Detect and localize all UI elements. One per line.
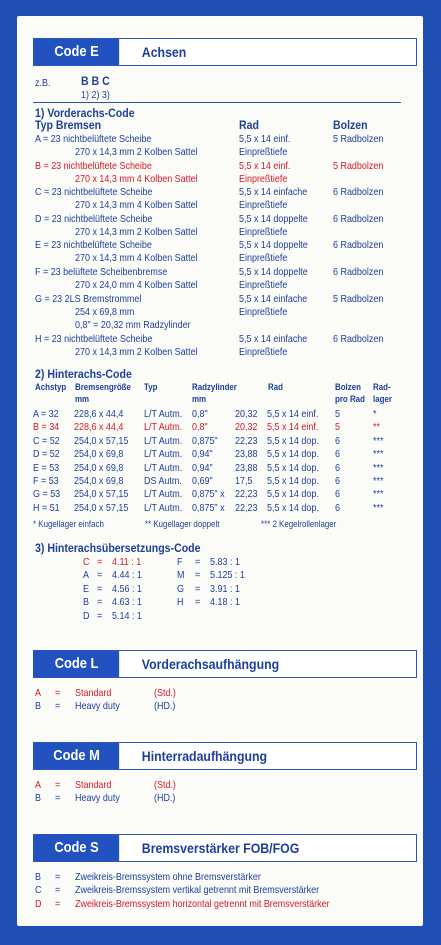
rear-axle-row-brake: 254,0 x 69,8 [74,462,124,474]
code-eq: = [55,688,61,699]
rear-axle-row-cyl: 0,875" x [192,502,225,514]
code-value: Zweikreis-Bremssystem vertikal getrennt mit Bremsverstärker [75,885,320,897]
ratio-value: 4.63 : 1 [112,597,142,609]
rear-axle-row-brake: 228,6 x 44,4 [74,422,124,434]
code-value: Heavy duty [75,701,120,713]
code-s-title: Bremsverstärker FOB/FOG [141,840,300,856]
front-axle-row-type: G = 23 2LS Bremstrommel [35,293,142,305]
code-key: B [35,793,41,805]
s2-header-bolzen: Bolzen [335,382,361,392]
code-m-header [33,742,417,770]
code-value: Standard [75,688,112,699]
rear-axle-row-bolzen: 6 [335,435,340,447]
rear-axle-row-brake: 254,0 x 69,8 [74,476,124,487]
rear-axle-row-brake: 228,6 x 44,4 [74,409,124,420]
front-axle-row-rad: 5,5 x 14 einfache [239,333,308,345]
s2-header-radzyl-unit: mm [192,394,207,404]
code-s-header [33,834,417,862]
rear-axle-row-brake: 254,0 x 57,15 [74,489,129,501]
s2-header-rad: Rad [268,382,283,392]
front-axle-row-bolzen: 5 Radbolzen [333,160,384,172]
ratio-eq: = [97,610,103,622]
rear-axle-row-cyl: 0,8" [192,409,208,420]
front-axle-row-rad-note: Einpreßtiefe [239,200,288,212]
ratio-code: E [83,583,89,595]
ratio-code: M [177,570,185,582]
example-letters: B B C [81,74,110,88]
rear-axle-row-cyl-mm: 22,23 [235,489,258,501]
code-l-title: Vorderachsaufhängung [141,656,280,672]
rear-axle-row-brake: 254,0 x 57,15 [74,502,129,514]
rear-axle-row-rad: 5,5 x 14 dop. [267,435,319,447]
code-value: Standard [75,780,112,791]
rear-axle-row-bolzen: 6 [335,502,340,514]
rear-axle-row-typ: L/T Autm. [144,462,183,474]
s1-header-rad: Rad [239,118,259,132]
rear-axle-row-bolzen: 5 [335,409,340,420]
rear-axle-row-typ: L/T Autm. [144,435,183,447]
code-eq: = [55,885,61,897]
ratio-code: F [177,557,183,568]
ratio-eq: = [195,570,201,582]
rear-axle-row-typ: L/T Autm. [144,449,183,461]
ratio-value: 4.11 : 1 [112,557,142,568]
code-eq: = [55,701,61,713]
rear-axle-row-cyl: 0,94" [192,462,213,474]
code-m-title: Hinterradaufhängung [141,748,268,764]
code-e-label: Code E [34,39,119,65]
rear-axle-row-typ: L/T Autm. [144,409,183,420]
front-axle-row-rad-note: Einpreßtiefe [239,173,288,185]
rear-axle-row-cyl: 0,8" [192,422,208,434]
rear-axle-row-cyl: 0,875" [192,435,218,447]
code-key: D [35,898,42,910]
example-numbers: 1) 2) 3) [81,90,110,101]
ratio-eq: = [97,583,103,595]
front-axle-row-rad: 5,5 x 14 einfache [239,187,308,199]
front-axle-row-spec: 270 x 14,3 mm 4 Kolben Sattel [75,173,198,185]
rear-axle-row-lager: *** [373,489,384,501]
front-axle-row-bolzen: 6 Radbolzen [333,213,384,225]
s2-header-lager: Rad- [373,382,391,392]
rear-axle-row-cyl-mm: 20,32 [235,409,258,420]
ratio-eq: = [97,557,103,568]
section-2-title: 2) Hinterachs-Code [35,367,132,381]
ratio-code: C [83,557,90,568]
s2-header-bremse-unit: mm [75,394,90,404]
front-axle-row-rad: 5,5 x 14 einf. [239,160,291,172]
rear-axle-row-brake: 254,0 x 57,15 [74,435,129,447]
code-s-label: Code S [34,835,119,861]
front-axle-row-type: F = 23 belüftete Scheibenbremse [35,267,168,278]
rear-axle-row-typ: DS Autm. [144,476,182,487]
rear-axle-row-type: G = 53 [33,489,61,501]
rear-axle-row-cyl: 0,875" x [192,489,225,501]
s2-header-bolzen-unit: pro Rad [335,394,365,404]
rear-axle-row-bolzen: 6 [335,462,340,474]
rear-axle-row-rad: 5,5 x 14 einf. [267,409,319,420]
ratio-value: 5.83 : 1 [210,557,240,568]
ratio-value: 5.125 : 1 [210,570,245,582]
code-abbr: (HD.) [154,793,176,805]
rear-axle-row-typ: L/T Autm. [144,502,183,514]
rear-axle-row-cyl-mm: 23,88 [235,462,258,474]
code-l-header [33,650,417,678]
section-1-title: 1) Vorderachs-Code [35,106,135,120]
code-eq: = [55,780,61,791]
footnote-1: * Kugellager einfach [33,519,104,529]
rear-axle-row-type: B = 34 [33,422,60,434]
front-axle-row-bolzen: 6 Radbolzen [333,187,384,199]
front-axle-row-rad: 5,5 x 14 einf. [239,134,291,145]
front-axle-row-bolzen: 5 Radbolzen [333,293,384,305]
rear-axle-row-rad: 5,5 x 14 dop. [267,476,319,487]
ratio-value: 4.18 : 1 [210,597,240,609]
rear-axle-row-cyl: 0,69" [192,476,213,487]
divider [33,102,401,103]
front-axle-row-spec: 270 x 14,3 mm 4 Kolben Sattel [75,200,198,212]
code-eq: = [55,898,61,910]
ratio-code: B [83,597,89,609]
rear-axle-row-typ: L/T Autm. [144,422,183,434]
rear-axle-row-lager: *** [373,435,384,447]
code-key: B [35,872,41,883]
front-axle-row-type: B = 23 nichtbelüftete Scheibe [35,160,152,172]
code-value: Heavy duty [75,793,120,805]
rear-axle-row-lager: *** [373,462,384,474]
front-axle-row-type: D = 23 nichtbelüftete Scheibe [35,213,153,225]
ratio-eq: = [97,570,103,582]
front-axle-row-bolzen: 6 Radbolzen [333,267,384,278]
s2-header-bremse: Bremsengröße [75,382,131,392]
rear-axle-row-type: E = 53 [33,462,60,474]
code-e-header [33,38,417,66]
rear-axle-row-rad: 5,5 x 14 dop. [267,449,319,461]
ratio-code: A [83,570,89,582]
code-m-label: Code M [34,743,119,769]
footnote-2: ** Kugellager doppelt [145,519,220,529]
code-e-title: Achsen [141,44,187,60]
front-axle-row-bolzen: 6 Radbolzen [333,333,384,345]
s1-header-typ: Typ Bremsen [35,118,102,132]
front-axle-row-spec: 270 x 24,0 mm 4 Kolben Sattel [75,280,198,291]
ratio-value: 3.91 : 1 [210,583,240,595]
front-axle-row-bolzen: 6 Radbolzen [333,240,384,252]
ratio-code: D [83,610,90,622]
code-abbr: (Std.) [154,688,176,699]
front-axle-row-spec: 270 x 14,3 mm 4 Kolben Sattel [75,253,198,265]
ratio-code: G [177,583,184,595]
front-axle-row-rad-note: Einpreßtiefe [239,147,288,158]
rear-axle-row-lager: *** [373,502,384,514]
front-axle-row-rad-note: Einpreßtiefe [239,346,288,358]
rear-axle-row-bolzen: 6 [335,489,340,501]
rear-axle-row-lager: * [373,409,377,420]
s2-header-lager-unit: lager [373,394,392,404]
front-axle-row-bolzen: 5 Radbolzen [333,134,384,145]
front-axle-row-rad: 5,5 x 14 doppelte [239,213,308,225]
front-axle-row-rad-note: Einpreßtiefe [239,306,288,318]
rear-axle-row-cyl-mm: 17,5 [235,476,253,487]
s1-header-bolzen: Bolzen [333,118,368,132]
front-axle-row-type: C = 23 nichtbelüftete Scheibe [35,187,153,199]
s2-header-radzyl: Radzylinder [192,382,237,392]
ratio-eq: = [195,557,201,568]
code-eq: = [55,793,61,805]
front-axle-row-rad-note: Einpreßtiefe [239,226,288,238]
front-axle-row-rad-note: Einpreßtiefe [239,280,288,291]
rear-axle-row-lager: *** [373,449,384,461]
footnote-3: *** 2 Kegelrollenlager [261,519,337,529]
front-axle-row-rad: 5,5 x 14 einfache [239,293,308,305]
rear-axle-row-cyl-mm: 20,32 [235,422,258,434]
rear-axle-row-cyl: 0,94" [192,449,213,461]
ratio-eq: = [97,597,103,609]
front-axle-row-type: H = 23 nichtbelüftete Scheibe [35,333,153,345]
front-axle-row-spec: 270 x 14,3 mm 2 Kolben Sattel [75,226,198,238]
front-axle-row-spec: 270 x 14,3 mm 2 Kolben Sattel [75,346,198,358]
rear-axle-row-type: A = 32 [33,409,59,420]
ratio-value: 5.14 : 1 [112,610,142,622]
front-axle-row-rad: 5,5 x 14 doppelte [239,240,308,252]
rear-axle-row-bolzen: 5 [335,422,340,434]
example-prefix: z.B. [35,78,51,89]
rear-axle-row-typ: L/T Autm. [144,489,183,501]
ratio-code: H [177,597,184,609]
s2-header-typ: Typ [144,382,158,392]
code-key: A [35,780,41,791]
rear-axle-row-brake: 254,0 x 69,8 [74,449,124,461]
code-key: C [35,885,42,897]
rear-axle-row-type: F = 53 [33,476,59,487]
code-abbr: (Std.) [154,780,176,791]
rear-axle-row-lager: *** [373,476,384,487]
front-axle-row-type: E = 23 nichtbelüftete Scheibe [35,240,152,252]
front-axle-row-rad: 5,5 x 14 doppelte [239,267,308,278]
rear-axle-row-type: D = 52 [33,449,60,461]
section-3-title: 3) Hinterachsübersetzungs-Code [35,541,201,555]
rear-axle-row-lager: ** [373,422,380,434]
s2-header-achstyp: Achstyp [35,382,67,392]
front-axle-row-extra: 0,8" = 20,32 mm Radzylinder [75,319,191,331]
rear-axle-row-bolzen: 6 [335,476,340,487]
rear-axle-row-rad: 5,5 x 14 dop. [267,502,319,514]
rear-axle-row-rad: 5,5 x 14 einf. [267,422,319,434]
front-axle-row-spec: 254 x 69,8 mm [75,306,135,318]
ratio-eq: = [195,583,201,595]
ratio-eq: = [195,597,201,609]
code-key: B [35,701,41,713]
rear-axle-row-type: H = 51 [33,502,60,514]
spec-card [17,16,423,926]
code-abbr: (HD.) [154,701,176,713]
rear-axle-row-bolzen: 6 [335,449,340,461]
ratio-value: 4.56 : 1 [112,583,142,595]
front-axle-row-type: A = 23 nichtbelüftete Scheibe [35,134,152,145]
code-value: Zweikreis-Bremssystem horizontal getrennt mit Bremsverstärker [75,898,330,910]
rear-axle-row-cyl-mm: 22,23 [235,502,258,514]
ratio-value: 4.44 : 1 [112,570,142,582]
code-key: A [35,688,41,699]
code-l-label: Code L [34,651,119,677]
front-axle-row-rad-note: Einpreßtiefe [239,253,288,265]
code-value: Zweikreis-Bremssystem ohne Bremsverstärker [75,872,261,883]
front-axle-row-spec: 270 x 14,3 mm 2 Kolben Sattel [75,147,198,158]
rear-axle-row-rad: 5,5 x 14 dop. [267,462,319,474]
rear-axle-row-cyl-mm: 22,23 [235,435,258,447]
rear-axle-row-cyl-mm: 23,88 [235,449,258,461]
code-eq: = [55,872,61,883]
rear-axle-row-type: C = 52 [33,435,60,447]
rear-axle-row-rad: 5,5 x 14 dop. [267,489,319,501]
